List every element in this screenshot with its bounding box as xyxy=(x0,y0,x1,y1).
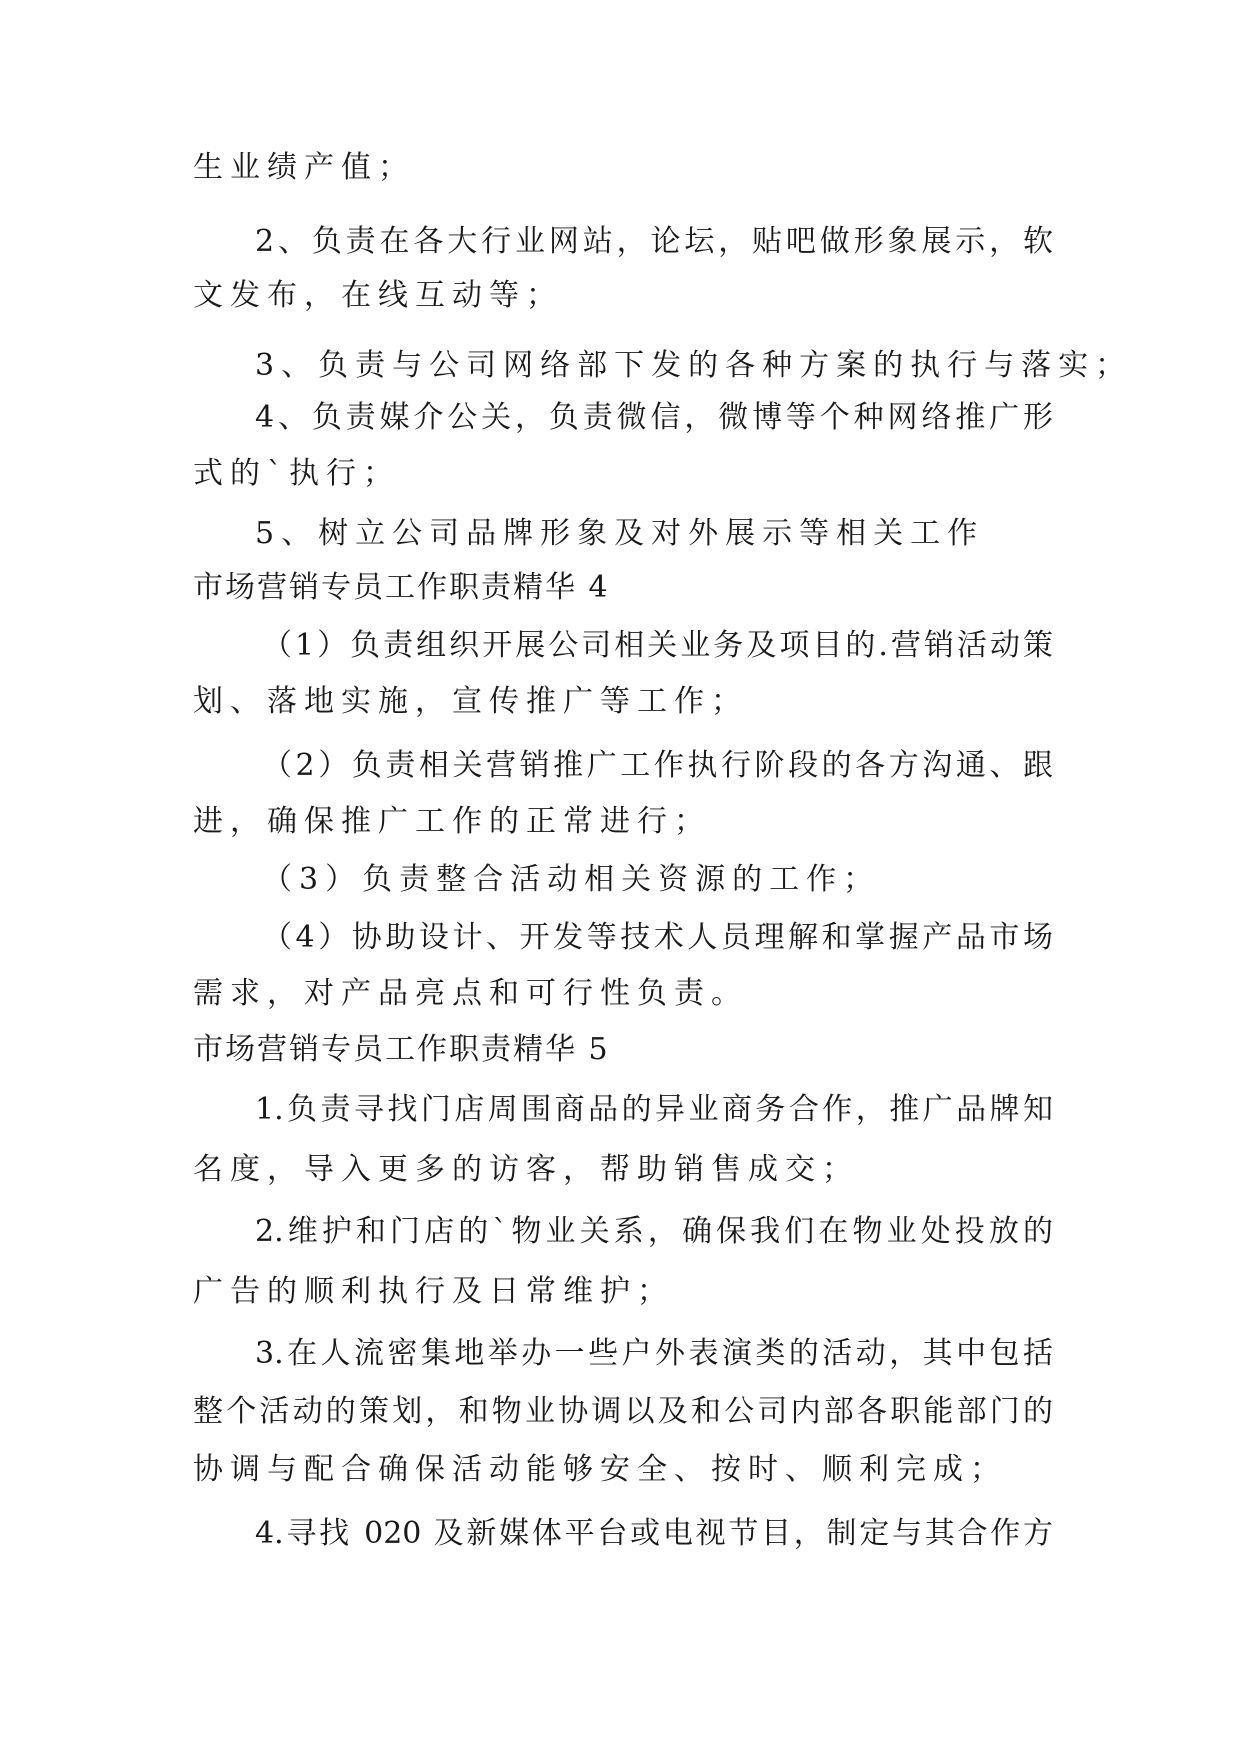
text-line: 4、负责媒介公关，负责微信，微博等个种网络推广形 xyxy=(255,400,1053,435)
text-line: 1.负责寻找门店周围商品的异业商务合作，推广品牌知 xyxy=(255,1092,1053,1127)
text-line: 5、树立公司品牌形象及对外展示等相关工作 xyxy=(255,516,985,551)
text-line: 4.寻找 020 及新媒体平台或电视节目，制定与其合作方 xyxy=(255,1516,1053,1551)
text-line: 协调与配合确保活动能够安全、按时、顺利完成； xyxy=(193,1452,1007,1487)
text-line: 名度，导入更多的访客，帮助销售成交； xyxy=(193,1152,859,1187)
text-line: 生业绩产值； xyxy=(193,150,415,185)
text-line: 进，确保推广工作的正常进行； xyxy=(193,804,711,839)
text-line: 划、落地实施，宣传推广等工作； xyxy=(193,684,748,719)
section-heading: 市场营销专员工作职责精华 5 xyxy=(193,1032,610,1067)
text-line: 2.维护和门店的`物业关系，确保我们在物业处投放的 xyxy=(255,1214,1053,1249)
text-line: 3、负责与公司网络部下发的各种方案的执行与落实； xyxy=(255,348,1133,383)
text-line: 式的`执行； xyxy=(193,456,400,491)
text-line: （3）负责整合活动相关资源的工作； xyxy=(262,862,881,897)
text-line: 2、负责在各大行业网站，论坛，贴吧做形象展示，软 xyxy=(255,224,1053,259)
section-heading: 市场营销专员工作职责精华 4 xyxy=(193,570,610,605)
text-line: 广告的顺利执行及日常维护； xyxy=(193,1274,674,1309)
text-line: 3.在人流密集地举办一些户外表演类的活动，其中包括 xyxy=(255,1336,1053,1371)
text-line: 需求，对产品亮点和可行性负责。 xyxy=(193,976,748,1011)
text-line: 整个活动的策划，和物业协调以及和公司内部各职能部门的 xyxy=(193,1394,1053,1429)
text-line: 文发布，在线互动等； xyxy=(193,278,563,313)
text-line: （1）负责组织开展公司相关业务及项目的.营销活动策 xyxy=(262,628,1053,663)
text-line: （4）协助设计、开发等技术人员理解和掌握产品市场 xyxy=(262,920,1053,955)
text-line: （2）负责相关营销推广工作执行阶段的各方沟通、跟 xyxy=(262,748,1053,783)
